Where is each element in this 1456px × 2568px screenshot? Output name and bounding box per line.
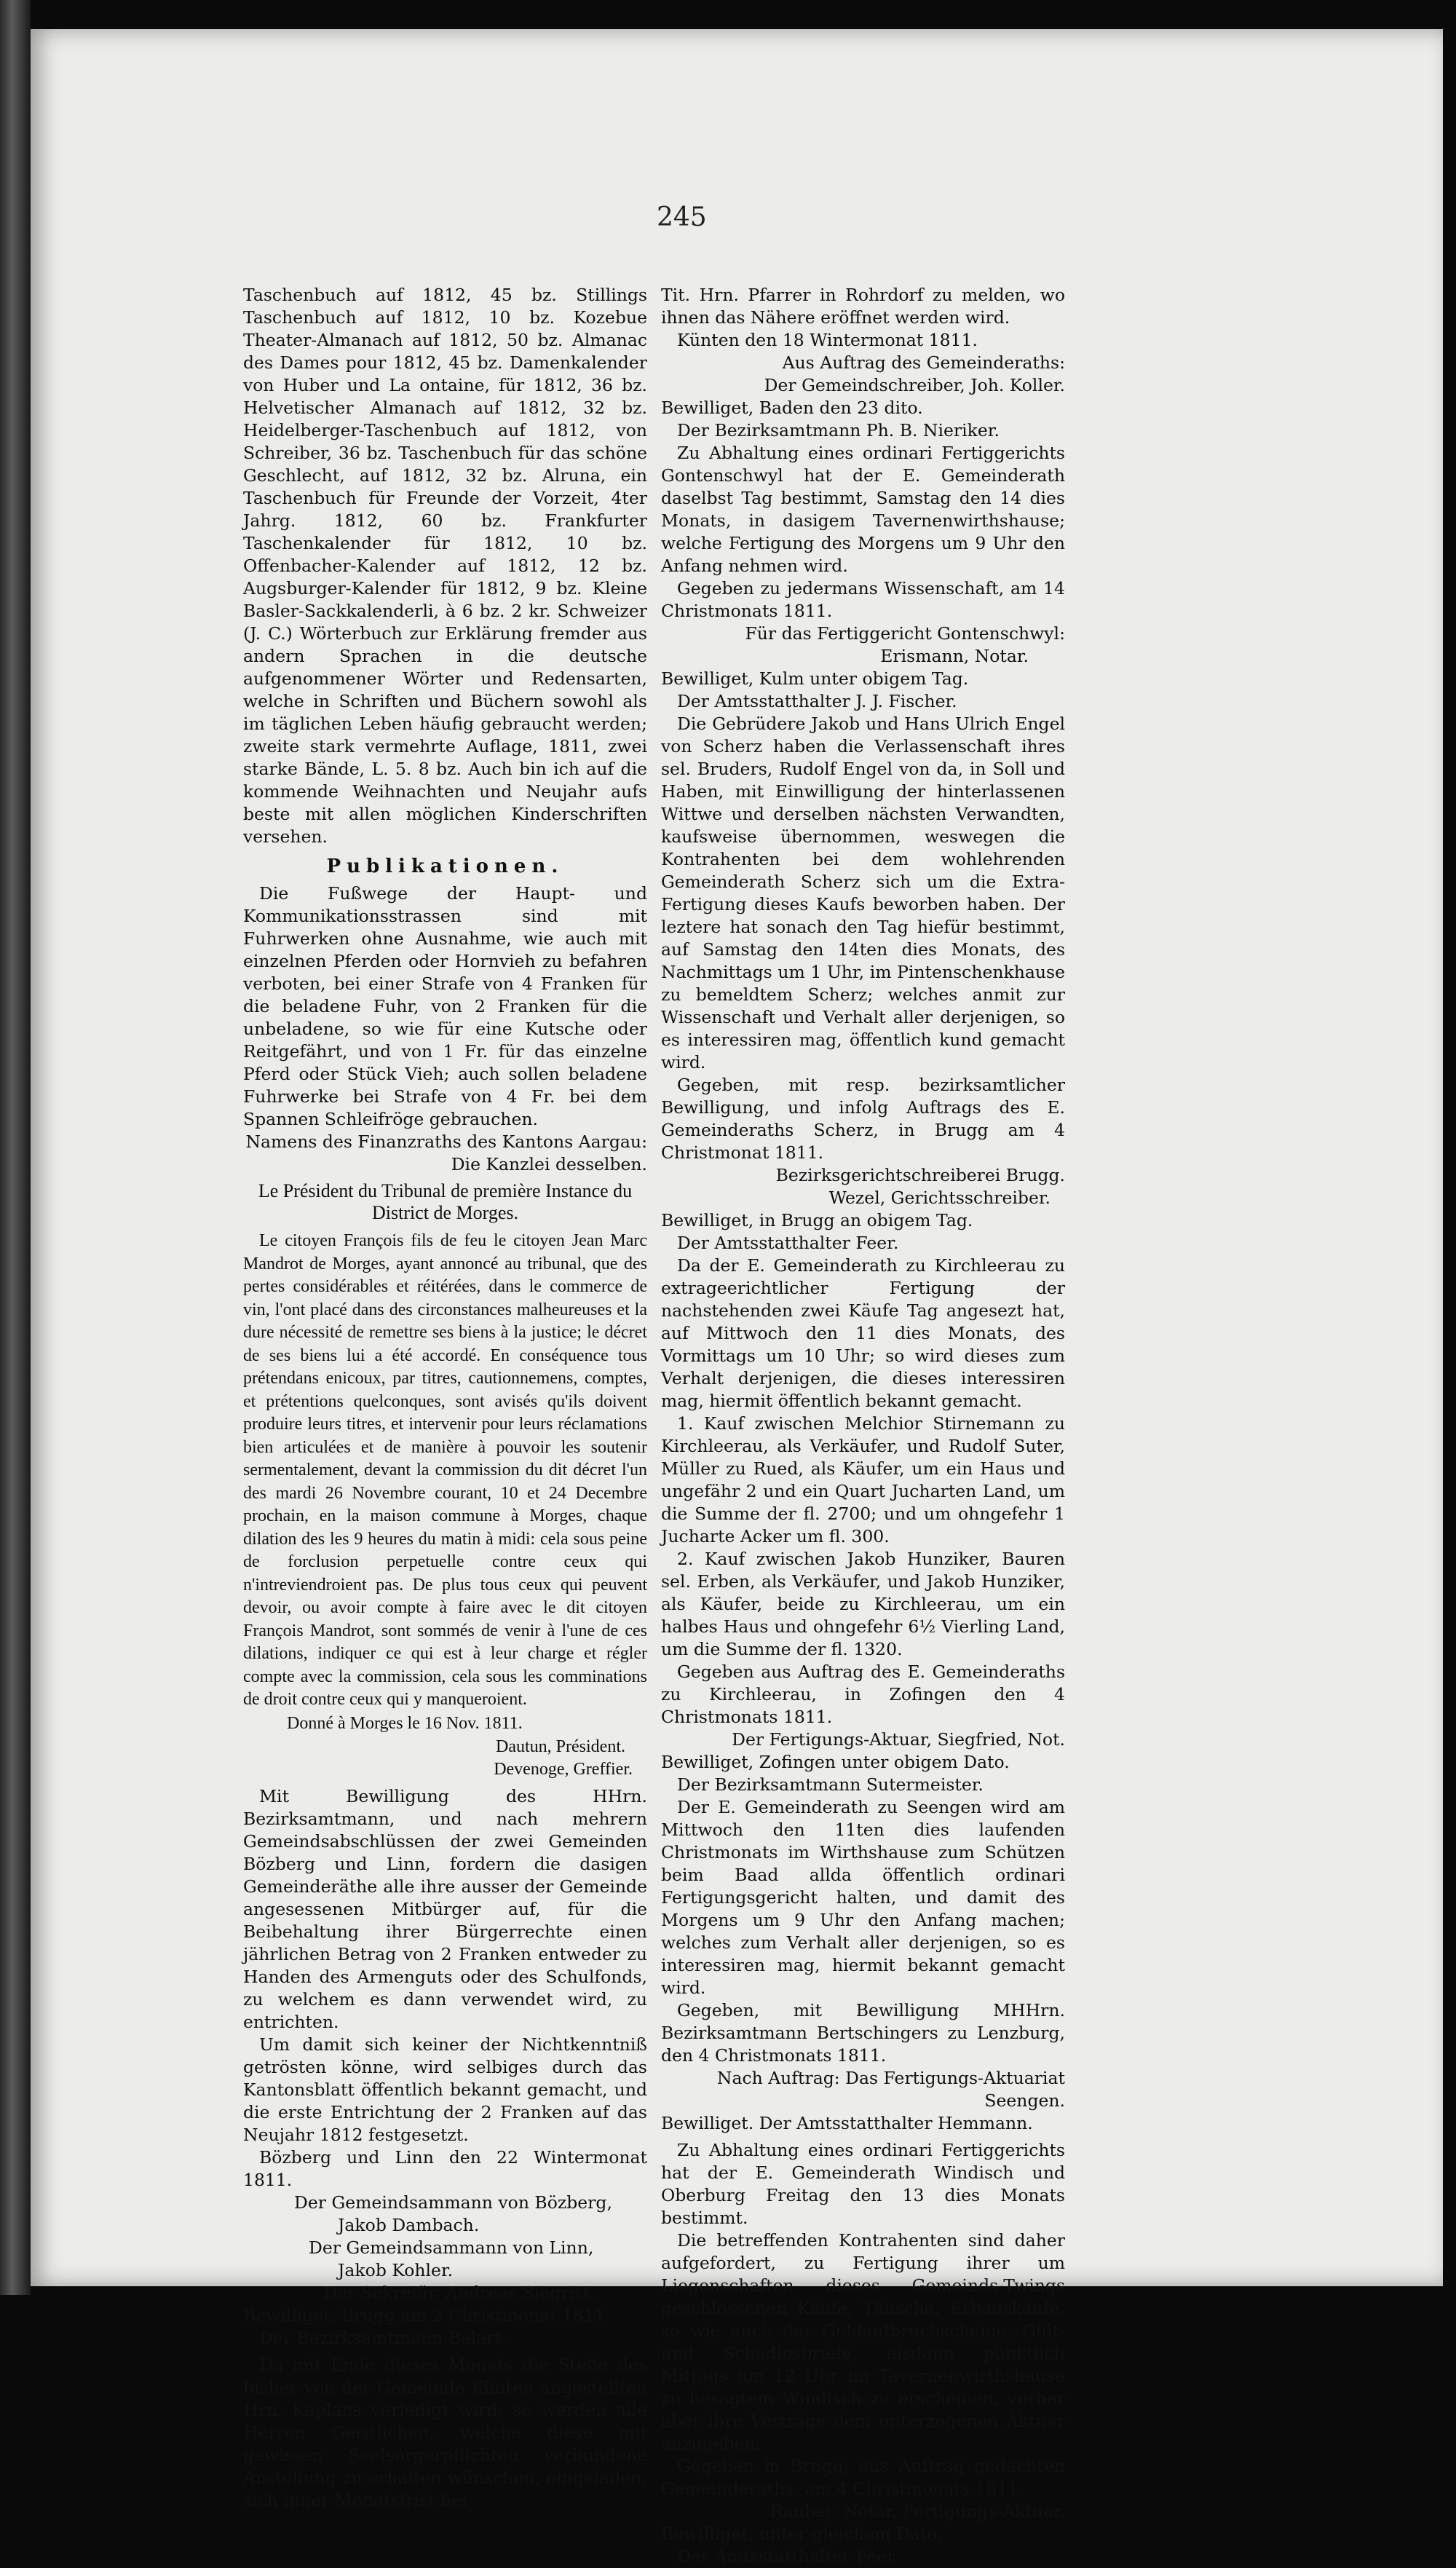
kirchleerau-signature: Der Fertigungs-Aktuar, Siegfried, Not. [732, 1729, 1065, 1750]
bozberg-approval-official: Der Bezirksamtmann Belart. [259, 2328, 507, 2348]
kunten-notice-date: Künten den 18 Wintermonat 1811. [677, 330, 978, 350]
windisch-notice: Zu Abhaltung eines ordinari Fertiggerichts hat der E. Gemeinderath Windisch und Oberburg Freitag den 13 dies Monats bestimmt. [661, 2140, 1065, 2228]
bozberg-approval: Bewilliget, Brugg am 2 Christmonat 1811. [243, 2305, 612, 2326]
kirchleerau-sale-2: 2. Kauf zwischen Jakob Hunziker, Bauren sel. Erben, als Verkäufer, und Jakob Hunziker, als Käufer, beide zu Kirchleerau, um ein halbes Haus und ohngefehr 6½ Vierling Land, um die Summe der fl. 1320. [661, 1549, 1065, 1659]
bozberg-linn-date: Bözberg und Linn den 22 Wintermonat 1811. [243, 2147, 647, 2190]
gontenschwyl-signature-1: Für das Fertiggericht Gontenschwyl: [745, 623, 1065, 644]
kunten-notice-continuation: Tit. Hrn. Pfarrer in Rohrdorf zu melden, wo ihnen das Nähere eröffnet werden wird. [661, 285, 1065, 328]
kirchleerau-notice: Da der E. Gemeinderath zu Kirchleerau zu extrageerichtlicher Fertigung der nachstehenden zwei Käufe Tag angesezt hat, auf Mittwoch den 11 dies Monats, des Vormittags um 10 Uhr; so wird dieses zum Verhalt derjenigen, die dieses interessiren mag, hiermit öffentlich bekannt gemacht. [661, 1255, 1065, 1411]
scherz-signature-2: Wezel, Gerichtsschreiber. [828, 1188, 1051, 1208]
document-page [31, 29, 1443, 2567]
kunten-signature-2: Der Gemeindschreiber, Joh. Koller. [764, 375, 1065, 395]
book-list-paragraph: Taschenbuch auf 1812, 45 bz. Stillings Taschenbuch auf 1812, 10 bz. Kozebue Theater-Almanach auf 1812, 50 bz. Almanac des Dames pour 1812, 45 bz. Damenkalender von Huber und La ontaine, für 1812, 36 bz. Helvetischer Almanach auf 1812, 32 bz. Heidelberger-Taschenbuch auf 1812, von Schreiber, 36 bz. Taschenbuch für das schöne Geschlecht, auf 1812, 32 bz. Alruna, ein Taschenbuch für Freunde der Vorzeit, 4ter Jahrg. 1812, 60 bz. Frankfurter Taschenkalender für 1812, 10 bz. Offenbacher-Kalender auf 1812, 12 bz. Augsburger-Kalender für 1812, 9 bz. Kleine Basler-Sackkalenderli, à 6 bz. 2 kr. Schweizer (J. C.) Wörterbuch zur Erklärung fremder aus andern Sprachen in die deutsche aufgenommener Wörter und Redensarten, welche in Schriften und Büchern sowohl als im täglichen Leben häufig gebraucht werden; zweite stark vermehrte Auflage, 1811, zwei starke Bände, L. 5. 8 bz. Auch bin ich auf die kommende Weihnachten und Neujahr aufs beste mit allen möglichen Kinderschriften versehen. [243, 285, 647, 847]
kunten-chaplain-notice: Da mit Ende dieses Monats die Stelle des bisher von der Gemeinde Künten angestellten Hrn. Kaplans verledigt wird; so werden alle Herren Geistlichen, welche diese mit gewissen Seelsorgerpflichten verbundene Anstellung zu erhalten wünschen, eingeladen, sich inner Monatsfrist bei [243, 2355, 647, 2510]
seengen-given: Gegeben, mit Bewilligung MHHrn. Bezirksamtmann Bertschingers zu Lenzburg, den 4 Christmonats 1811. [661, 2000, 1065, 2066]
seengen-notice: Der E. Gemeinderath zu Seengen wird am Mittwoch den 11ten dies laufenden Christmonats im Wirthshause zum Schützen beim Baad allda öffentlich ordinari Fertigungsgericht halten, und damit des Morgens um 9 Uhr den Anfang machen; welches zum Verhalt aller derjenigen, so es interessiren mag, hiermit bekannt gemacht wird. [661, 1797, 1065, 1998]
windisch-approval-official: Der Amtsstatthalter Feer. [677, 2546, 899, 2567]
french-notice-date: Donné à Morges le 16 Nov. 1811. [287, 1713, 523, 1733]
french-notice-body: Le citoyen François fils de feu le citoyen Jean Marc Mandrot de Morges, ayant annoncé au tribunal, que des pertes considérables et réitérées, dans le commerce de vin, l'ont placé dans des circonstances malheureuses et la dure nécessité de remettre ses biens à la justice; le décret de ses biens lui a été accordé. En conséquence tous prétendans enicoux, par titres, cautionnemens, comptes, et prétentions quelconques, sont avisés qu'ils doivent produire leurs titres, et intervenir pour leurs réclamations bien articulées et de manière à pouvoir les soutenir sermentalement, devant la commission du dit décret l'un des mardi 26 Novembre courant, 10 et 24 Decembre prochain, en la maison commune à Morges, chaque dilation des les 9 heures du matin à midi: cela sous peine de forclusion perpetuelle contre ceux qui n'intreviendroient pas. De plus tous ceux qui peuvent devoir, ou avoir compte à faire avec le dit citoyen François Mandrot, sont sommés de venir à l'une de ces dilations, indiquer ce qui est à leur charge et régler compte avec la commission, cela sous les comminations de droit contre ceux qui y manqueroient. [243, 1231, 647, 1709]
windisch-given: Gegeben in Brugg, aus Auftrag gedachten Gemeinderaths, am 4 Christmonats 1811. [661, 2456, 1065, 2499]
kirchleerau-given: Gegeben aus Auftrag des E. Gemeinderaths zu Kirchleerau, in Zofingen den 4 Christmonats 1811. [661, 1662, 1065, 1727]
footpath-notice: Die Fußwege der Haupt- und Kommunikationsstrassen sind mit Fuhrwerken ohne Ausnahme, wie auch mit einzelnen Pferden oder Hornvieh zu befahren verboten, bei einer Strafe von 4 Franken für die beladene Fuhr, von 2 Franken für die unbeladene, so wie für eine Kutsche oder Reitgefährt, und von 1 Fr. für das einzelne Pferd oder Stück Vieh; auch sollen beladene Fuhrwerke bei Strafe von 4 Fr. bei dem Spannen Schleifröge gebrauchen. [243, 883, 647, 1129]
scherz-approval: Bewilliget, in Brugg an obigem Tag. [661, 1210, 973, 1230]
windisch-signature: Rauber, Notar, Fertigungs-Aktuar. [769, 2501, 1065, 2521]
section-heading-publikationen: Publikationen. [326, 856, 564, 877]
gontenschwyl-given: Gegeben zu jedermans Wissenschaft, am 14 Christmonats 1811. [661, 578, 1065, 621]
page-number: 245 [657, 202, 707, 232]
seengen-signature: Nach Auftrag: Das Fertigungs-Aktuariat Seengen. [716, 2068, 1065, 2111]
gontenschwyl-approval-official: Der Amtsstatthalter J. J. Fischer. [677, 691, 957, 711]
book-spine [0, 0, 31, 2295]
right-column [661, 284, 1065, 2568]
scherz-given: Gegeben, mit resp. bezirksamtlicher Bewilligung, und infolg Auftrags des E. Gemeinderaths Scherz, in Brugg am 4 Christmonat 1811. [661, 1075, 1065, 1163]
secretary-signature: Der Sekretär, Andreas Siegrist. [323, 2283, 596, 2303]
scherz-approval-official: Der Amtsstatthalter Feer. [677, 1233, 899, 1253]
bozberg-linn-notice-cont: Um damit sich keiner der Nichtkenntniß getrösten könne, wird selbiges durch das Kantonsblatt öffentlich bekannt gemacht, und die erste Entrichtung der 2 Franken auf das Neujahr 1812 festgesetzt. [243, 2034, 647, 2145]
french-notice-signature-president: Dautun, Président. [496, 1737, 625, 1756]
gontenschwyl-approval: Bewilliget, Kulm unter obigem Tag. [661, 668, 969, 689]
french-notice-signature-greffier: Devenoge, Greffier. [494, 1760, 633, 1779]
scherz-signature-1: Bezirksgerichtschreiberei Brugg. [775, 1165, 1065, 1185]
bozberg-signature-title: Der Gemeindsammann von Bözberg, [294, 2192, 612, 2213]
bozberg-signature-name: Jakob Dambach. [338, 2215, 480, 2235]
kunten-signature-1: Aus Auftrag des Gemeinderaths: [782, 352, 1065, 373]
footpath-notice-signature-2: Die Kanzlei desselben. [451, 1154, 647, 1174]
french-notice-heading: Le Président du Tribunal de première Instance du District de Morges. [258, 1180, 633, 1223]
gontenschwyl-signature-2: Erismann, Notar. [880, 646, 1029, 666]
footpath-notice-signature-1: Namens des Finanzraths des Kantons Aargau: [245, 1131, 647, 1152]
seengen-approval: Bewilliget. Der Amtsstatthalter Hemmann. [661, 2113, 1033, 2133]
linn-signature-title: Der Gemeindsammann von Linn, [309, 2237, 594, 2258]
linn-signature-name: Jakob Kohler. [338, 2260, 454, 2280]
kirchleerau-approval-official: Der Bezirksamtmann Sutermeister. [677, 1774, 984, 1795]
kirchleerau-approval: Bewilliget, Zofingen unter obigem Dato. [661, 1752, 1010, 1772]
left-column [243, 284, 647, 2512]
kunten-approval-official: Der Bezirksamtmann Ph. B. Nieriker. [677, 420, 1000, 440]
windisch-approval: Bewilliget, unter gleichem Dato. [661, 2524, 943, 2544]
kirchleerau-sale-1: 1. Kauf zwischen Melchior Stirnemann zu Kirchleerau, als Verkäufer, und Rudolf Suter, Müller zu Rued, als Käufer, um ein Haus und ungefähr 2 und ein Quart Jucharten Land, um die Summe der fl. 2700; und um ohngefehr 1 Jucharte Acker um fl. 300. [661, 1413, 1065, 1546]
windisch-instructions: Die betreffenden Kontrahenten sind daher aufgefordert, zu Fertigung ihrer um Liegenschaften dieses Gemeinds-Twings geschlossenen Käufe, Täusche, Erbauskäufe, so wie auch der Geldaufbruchscheine, Gült- und Schadlosbriefe, alsdann pünktlich Mittags um 12 Uhr im Tavernenwirthshause zu besagtem Windisch zu erscheinen, vorher aber ihre Verträge dem unterzogenen Aktuar anzugeben. [661, 2230, 1065, 2454]
scherz-engel-notice: Die Gebrüdere Jakob und Hans Ulrich Engel von Scherz haben die Verlassenschaft ihres sel. Bruders, Rudolf Engel von da, in Soll und Haben, mit Einwilligung der hinterlassenen Wittwe und derselben nächsten Verwandten, kaufsweise übernommen, weswegen die Kontrahenten bei dem wohlehrenden Gemeinderath Scherz sich um die Extra-Fertigung dieses Kaufs beworben haben. Der leztere hat sonach den Tag hiefür bestimmt, auf Samstag den 14ten dies Monats, des Nachmittags um 1 Uhr, im Pintenschenkhause zu bemeldtem Scherz; welches anmit zur Wissenschaft und Verhalt aller derjenigen, so es interessiren mag, öffentlich kund gemacht wird. [661, 714, 1065, 1072]
bozberg-linn-notice: Mit Bewilligung des HHrn. Bezirksamtmann, und nach mehrern Gemeindsabschlüssen der zwei Gemeinden Bözberg und Linn, fordern die dasigen Gemeinderäthe alle ihre ausser der Gemeinde angesessenen Mitbürger auf, für die Beibehaltung ihrer Bürgerrechte einen jährlichen Betrag von 2 Franken entweder zu Handen des Armenguts oder des Schulfonds, zu welchem es dann verwendet wird, zu entrichten. [243, 1786, 647, 2032]
kunten-approval: Bewilliget, Baden den 23 dito. [661, 398, 923, 418]
gontenschwyl-notice: Zu Abhaltung eines ordinari Fertiggerichts Gontenschwyl hat der E. Gemeinderath daselbst Tag bestimmt, Samstag den 14 dies Monats, in dasigem Tavernenwirthshause; welche Fertigung des Morgens um 9 Uhr den Anfang nehmen wird. [661, 443, 1065, 576]
